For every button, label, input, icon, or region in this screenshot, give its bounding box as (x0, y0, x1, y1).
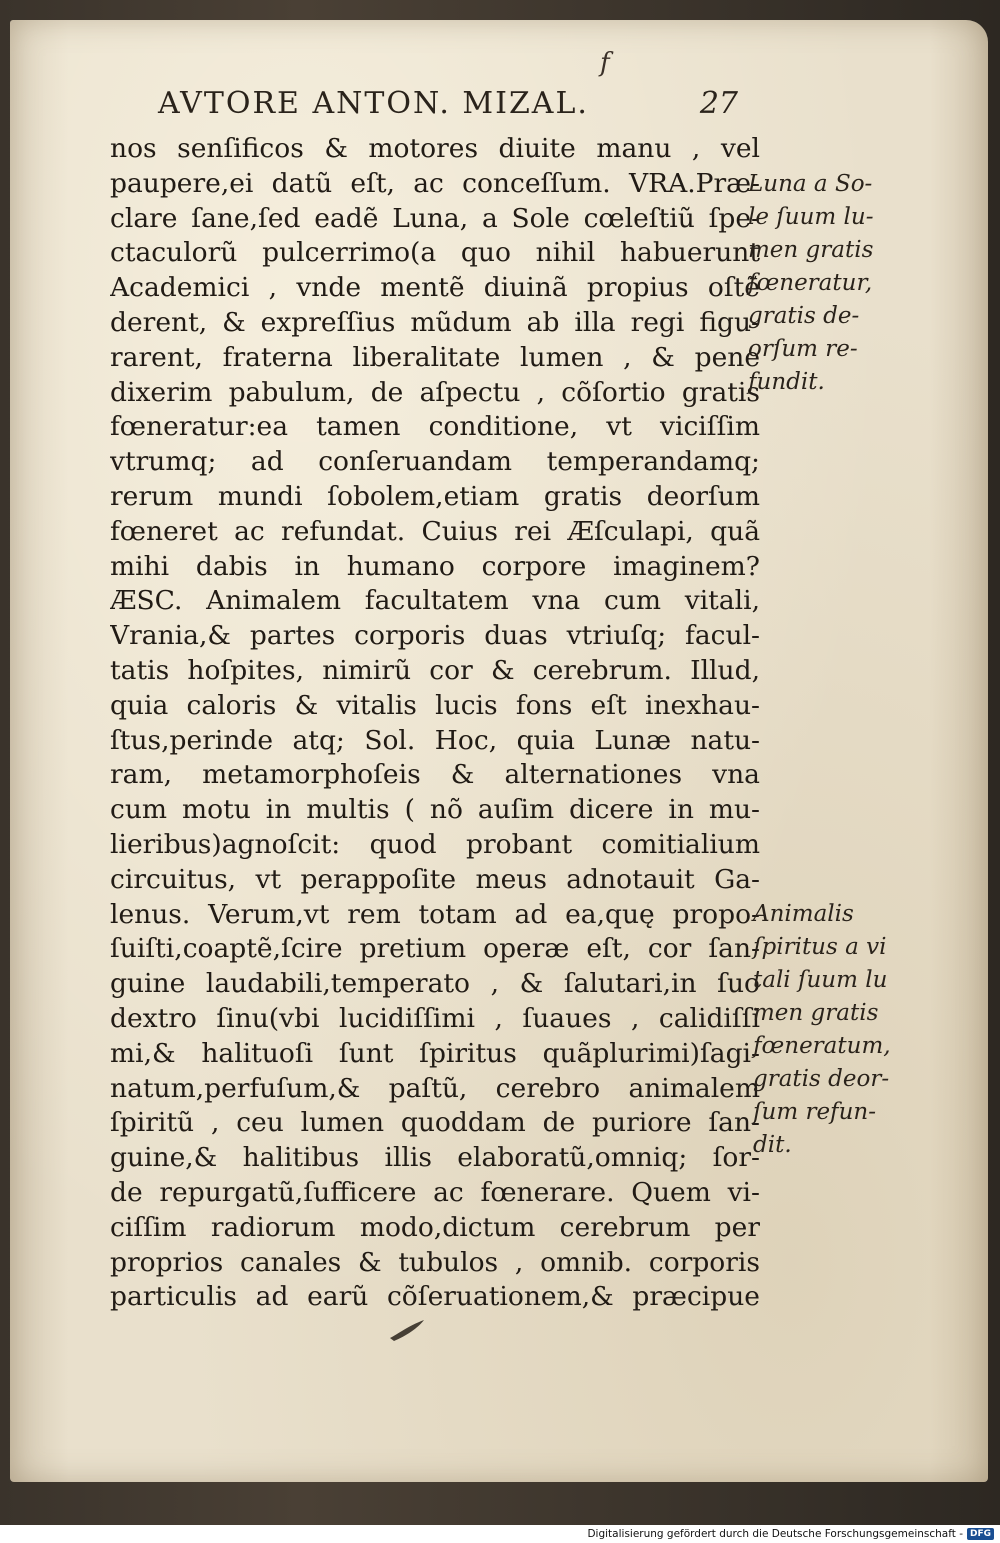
body-text (110, 132, 760, 1315)
margin-note-line: men gratis (753, 1000, 879, 1026)
text-line: fœneret ac refundat. Cuius rei Æſculapi, quã (110, 515, 760, 547)
text-line: guine laudabili,temperato , & ſalutari,in ſuo (110, 968, 760, 1000)
text-line: Academici , vnde mentẽ diuinã propius oſtẽ (110, 272, 760, 304)
text-line: dixerim pabulum, de aſpectu , cõſortio gratis (110, 376, 760, 408)
margin-note-line: dit. (753, 1132, 792, 1158)
margin-note-line: le ſuum lu- (748, 204, 874, 230)
running-head-title: AVTORE ANTON. MIZAL. (158, 86, 589, 121)
margin-note-line: ſpiritus a vi (753, 934, 887, 960)
book-page (10, 20, 988, 1482)
text-line: mihi dabis in humano corpore imaginem? (110, 550, 760, 582)
text-line: lenus. Verum,vt rem totam ad ea,quę propo- (110, 898, 760, 930)
text-line: dextro ſinu(vbi lucidiſſimi , ſuaues , calidiſſi (110, 1002, 760, 1034)
margin-note-line: ſum refun- (753, 1099, 876, 1125)
text-line: circuitus, vt perappoſite meus adnotauit Ga- (110, 863, 760, 895)
margin-note-luna (748, 168, 938, 399)
margin-note-line: Animalis (753, 901, 854, 927)
text-line: mi,& halituoſi ſunt ſpiritus quãplurimi)ſagi- (110, 1037, 760, 1069)
text-line: rerum mundi ſobolem,etiam gratis deorſum (110, 480, 760, 512)
margin-note-line: fœneratum, (753, 1033, 891, 1059)
text-line: ÆSC. Animalem facultatem vna cum vitali, (110, 585, 760, 617)
text-line: tatis hoſpites, nimirũ cor & cerebrum. Illud, (110, 654, 760, 686)
margin-note-line: gratis deor- (753, 1066, 890, 1092)
margin-note-line: tali ſuum lu (753, 967, 888, 993)
text-line: fœneratur:ea tamen conditione, vt viciſſim (110, 411, 760, 443)
text-line: rarent, fraterna liberalitate lumen , & pene (110, 341, 760, 373)
margin-note-line: gratis de- (748, 303, 860, 329)
margin-note-line: fundit. (748, 369, 825, 395)
text-line: particulis ad earũ cõſeruationem,& præcipue (110, 1281, 760, 1313)
text-line: ram, metamorphoſeis & alternationes vna (110, 759, 760, 791)
text-line: ſtus,perinde atq; Sol. Hoc, quia Lunæ natu- (110, 724, 760, 756)
margin-note-line: Luna a So- (748, 171, 873, 197)
dfg-logo-icon: DFG (967, 1528, 994, 1540)
text-line: nos senſificos & motores diuite manu , vel (110, 133, 760, 164)
text-line: quia caloris & vitalis lucis fons eſt inexhau- (110, 689, 760, 721)
margin-note-line: orſum re- (748, 336, 858, 362)
text-line: vtrumq; ad conſeruandam temperandamq; (110, 446, 760, 478)
ink-stain-icon (388, 1316, 428, 1342)
margin-note-animalis (753, 898, 943, 1162)
text-line: lieribus)agnoſcit: quod probant comitialium (110, 828, 760, 860)
text-line: ctaculorũ pulcerrimo(a quo nihil habuerunt (110, 237, 760, 269)
text-line: natum,perfuſum,& paſtũ, cerebro animalem (110, 1072, 760, 1104)
signature-mark: f (600, 48, 610, 78)
footer-credit: Digitalisierung gefördert durch die Deutsche Forschungsgemeinschaft - (587, 1528, 963, 1540)
text-line: clare ſane,ſed eadẽ Luna, a Sole cœleſtiũ ſpe- (110, 202, 760, 234)
text-line: ſpiritũ , ceu lumen quoddam de puriore ſan- (110, 1107, 760, 1139)
text-line: ciſſim radiorum modo,dictum cerebrum per (110, 1211, 760, 1243)
text-line: de repurgatũ,ſufficere ac fœnerare. Quem vi- (110, 1176, 760, 1208)
digitization-footer (0, 1525, 1000, 1543)
text-line: paupere,ei datũ eſt, ac conceſſum. VRA.Præ- (110, 167, 760, 199)
page-number: 27 (699, 86, 738, 121)
text-line: ſuiſti,coaptẽ,ſcire pretium operæ eſt, cor ſan- (110, 933, 760, 965)
margin-note-line: fœneratur, (748, 270, 873, 296)
text-line: proprios canales & tubulos , omnib. corporis (110, 1246, 760, 1278)
text-line: Vrania,& partes corporis duas vtriuſq; facul- (110, 620, 760, 652)
margin-note-line: men gratis (748, 237, 874, 263)
text-line: cum motu in multis ( nõ auſim dicere in mu- (110, 794, 760, 826)
text-line: derent, & expreſſius mũdum ab illa regi figu- (110, 306, 760, 338)
text-line: guine,& halitibus illis elaboratũ,omniq; ſor- (110, 1142, 760, 1174)
running-head (158, 86, 738, 121)
